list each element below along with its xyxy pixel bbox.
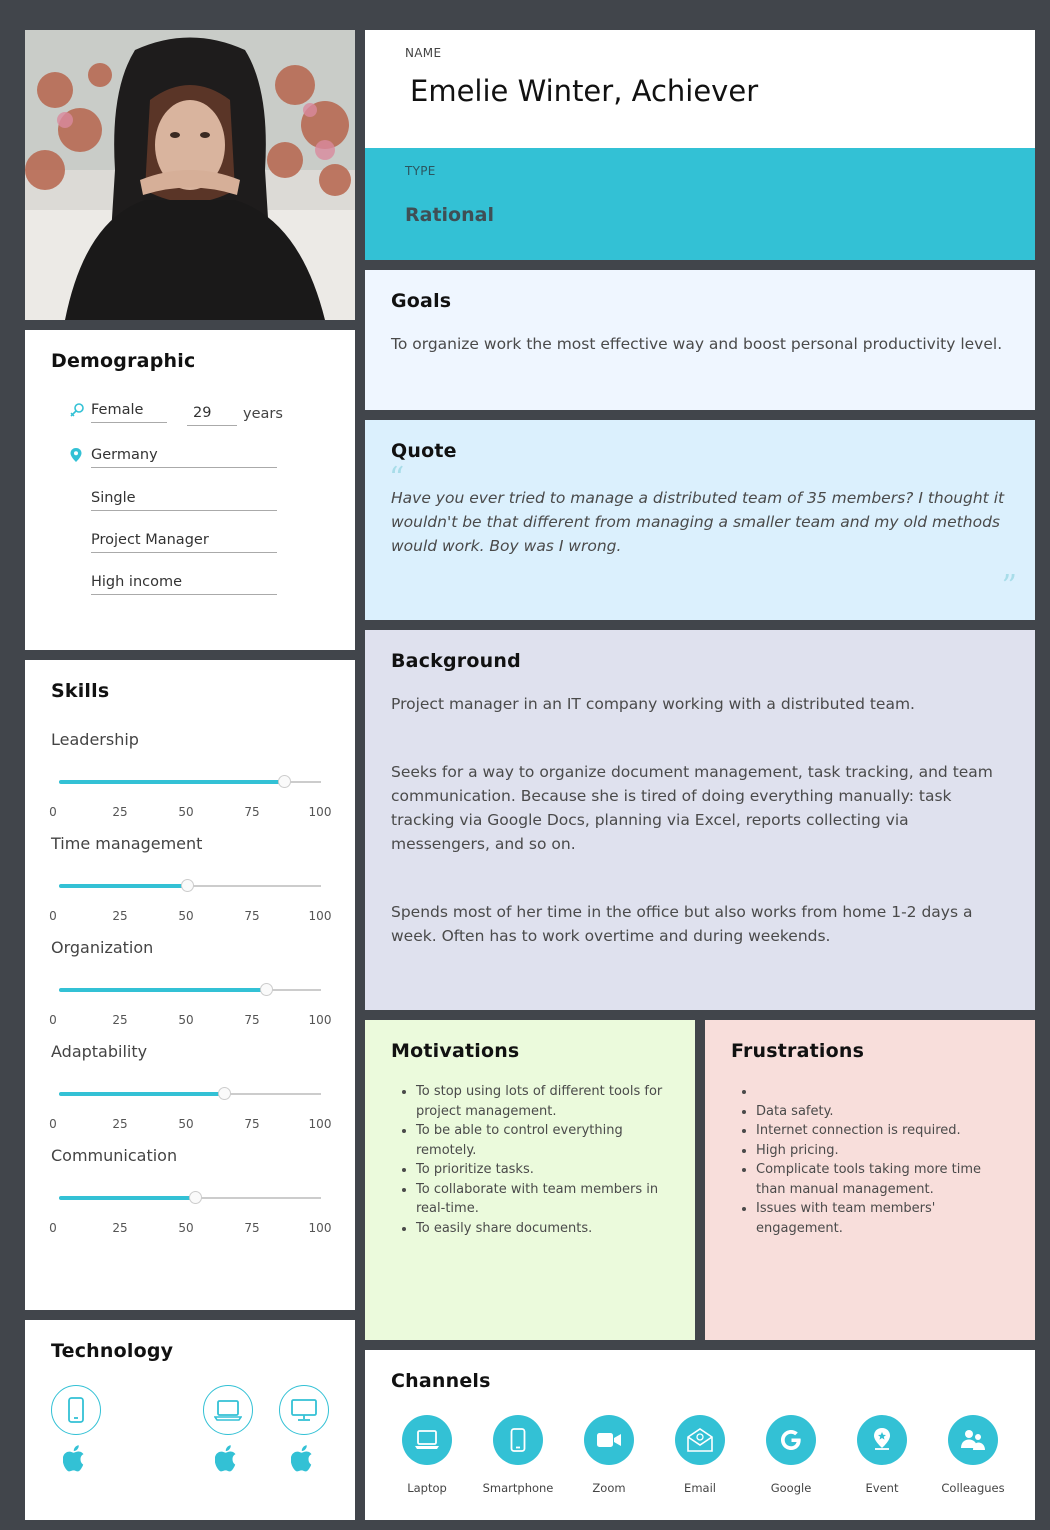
channel-smartphone[interactable] xyxy=(473,1415,563,1495)
location-field[interactable]: Germany xyxy=(91,447,277,468)
background-paragraph: Spends most of her time in the office but also works from home 1-2 days a week. Often has to work overtime and during weekends. xyxy=(391,903,973,945)
scale-tick-label: 0 xyxy=(49,805,57,819)
background-panel xyxy=(365,630,1035,1010)
video-camera-icon xyxy=(584,1415,634,1465)
list-item: • To easily share documents. xyxy=(416,1219,669,1239)
channel-label: Colleagues xyxy=(941,1481,1005,1495)
skill-slider-thumb[interactable] xyxy=(189,1191,202,1204)
demographic-panel xyxy=(25,330,355,650)
skill-slider-thumb[interactable] xyxy=(181,879,194,892)
skill-slider-thumb[interactable] xyxy=(260,983,273,996)
scale-tick-label: 25 xyxy=(112,1013,128,1027)
apple-icon xyxy=(215,1443,241,1473)
google-icon xyxy=(766,1415,816,1465)
technology-title: Technology xyxy=(51,1340,174,1362)
list-item: • High pricing. xyxy=(756,1141,1009,1161)
scale-tick-label: 75 xyxy=(244,1221,260,1235)
background-paragraph: Project manager in an IT company working with a distributed team. xyxy=(391,695,915,713)
scale-tick-label: 100 xyxy=(308,1013,332,1027)
demographic-title: Demographic xyxy=(51,350,196,372)
skill-slider-fill xyxy=(59,780,284,784)
skill-row xyxy=(51,1146,335,1250)
skill-slider[interactable] xyxy=(59,885,321,887)
channels-panel xyxy=(365,1350,1035,1520)
age-unit: years xyxy=(243,406,283,422)
close-quote-icon: ” xyxy=(1001,569,1017,604)
skill-row xyxy=(51,834,335,938)
scale-tick-label: 100 xyxy=(308,909,332,923)
skills-panel xyxy=(25,660,355,1310)
list-item: • Internet connection is required. xyxy=(756,1121,1009,1141)
skill-name: Leadership xyxy=(51,730,139,749)
laptop-icon xyxy=(402,1415,452,1465)
scale-tick-label: 100 xyxy=(308,1117,332,1131)
quote-title: Quote xyxy=(391,440,457,462)
skill-name: Time management xyxy=(51,834,203,853)
skill-slider-thumb[interactable] xyxy=(278,775,291,788)
channel-label: Smartphone xyxy=(482,1481,554,1495)
scale-tick-label: 100 xyxy=(308,805,332,819)
gender-field[interactable]: Female xyxy=(91,402,167,423)
channel-label: Event xyxy=(865,1481,899,1495)
channels-title: Channels xyxy=(391,1370,491,1392)
scale-tick-label: 50 xyxy=(178,1117,194,1131)
scale-tick-label: 75 xyxy=(244,1117,260,1131)
skill-row xyxy=(51,938,335,1042)
marital-status-field[interactable]: Single xyxy=(91,490,277,511)
scale-tick-label: 0 xyxy=(49,1013,57,1027)
channel-event[interactable] xyxy=(837,1415,927,1495)
scale-tick-label: 25 xyxy=(112,1221,128,1235)
motivations-panel xyxy=(365,1020,695,1340)
income-field[interactable]: High income xyxy=(91,574,277,595)
channel-google[interactable] xyxy=(746,1415,836,1495)
quote-text: Have you ever tried to manage a distributed team of 35 members? I thought it wouldn't be that different from managing a smaller team and my old methods would work. Boy was I wrong. xyxy=(391,489,1005,555)
channel-label: Laptop xyxy=(407,1481,447,1495)
scale-tick-label: 50 xyxy=(178,909,194,923)
goals-title: Goals xyxy=(391,290,452,312)
skill-slider-fill xyxy=(59,1092,224,1096)
skills-title: Skills xyxy=(51,680,110,702)
desktop-icon xyxy=(279,1385,329,1435)
skill-row xyxy=(51,1042,335,1146)
skill-slider[interactable] xyxy=(59,989,321,991)
age-field[interactable]: 29 xyxy=(187,405,237,426)
scale-tick-label: 75 xyxy=(244,805,260,819)
skill-slider-fill xyxy=(59,988,266,992)
list-item: • To be able to control everything remotely. xyxy=(416,1121,669,1160)
persona-type: Rational xyxy=(405,204,494,226)
name-panel xyxy=(365,30,1035,148)
list-item: • To stop using lots of different tools for project management. xyxy=(416,1082,669,1121)
skill-slider[interactable] xyxy=(59,1093,321,1095)
scale-tick-label: 75 xyxy=(244,909,260,923)
frustrations-panel xyxy=(705,1020,1035,1340)
open-quote-icon: “ xyxy=(389,461,405,496)
channel-label: Google xyxy=(770,1481,812,1495)
motivations-title: Motivations xyxy=(391,1040,520,1062)
skill-name: Organization xyxy=(51,938,154,957)
location-pin-icon xyxy=(69,447,83,467)
frustrations-title: Frustrations xyxy=(731,1040,865,1062)
smartphone-icon xyxy=(493,1415,543,1465)
list-item: • Data safety. xyxy=(756,1102,1009,1122)
frustrations-list xyxy=(731,1082,1009,1238)
type-panel xyxy=(365,148,1035,260)
skill-row xyxy=(51,730,335,834)
channel-label: Email xyxy=(684,1481,716,1495)
scale-tick-label: 50 xyxy=(178,1013,194,1027)
persona-photo xyxy=(25,30,355,320)
channel-colleagues[interactable] xyxy=(928,1415,1018,1495)
type-label: TYPE xyxy=(405,164,436,178)
scale-tick-label: 0 xyxy=(49,909,57,923)
apple-icon xyxy=(63,1443,89,1473)
scale-tick-label: 25 xyxy=(112,1117,128,1131)
laptop-icon xyxy=(203,1385,253,1435)
scale-tick-label: 50 xyxy=(178,805,194,819)
scale-tick-label: 0 xyxy=(49,1117,57,1131)
skill-slider[interactable] xyxy=(59,1197,321,1199)
motivations-list xyxy=(391,1082,669,1238)
email-icon xyxy=(675,1415,725,1465)
skill-name: Adaptability xyxy=(51,1042,148,1061)
list-item: • Issues with team members' engagement. xyxy=(756,1199,1009,1238)
skill-slider-thumb[interactable] xyxy=(218,1087,231,1100)
goals-text: To organize work the most effective way and boost personal productivity level. xyxy=(391,335,1003,353)
smartphone-icon xyxy=(51,1385,101,1435)
occupation-field[interactable]: Project Manager xyxy=(91,532,277,553)
scale-tick-label: 25 xyxy=(112,909,128,923)
skill-slider-fill xyxy=(59,884,187,888)
colleagues-icon xyxy=(948,1415,998,1465)
scale-tick-label: 50 xyxy=(178,1221,194,1235)
channel-zoom[interactable] xyxy=(564,1415,654,1495)
list-item: • Complicate tools taking more time than manual management. xyxy=(756,1160,1009,1199)
apple-icon xyxy=(291,1443,317,1473)
list-item xyxy=(756,1082,1009,1102)
goals-panel xyxy=(365,270,1035,410)
channel-laptop[interactable] xyxy=(382,1415,472,1495)
channel-label: Zoom xyxy=(592,1481,626,1495)
quote-panel xyxy=(365,420,1035,620)
technology-panel xyxy=(25,1320,355,1520)
skill-name: Communication xyxy=(51,1146,178,1165)
name-label: NAME xyxy=(405,46,442,60)
background-paragraph: Seeks for a way to organize document management, task tracking, and team communication. Because she is tired of doing everything manually: task tracking via Google Docs, planning via Excel, reports collecting via messengers, and so on. xyxy=(391,763,993,853)
scale-tick-label: 100 xyxy=(308,1221,332,1235)
skill-slider-fill xyxy=(59,1196,195,1200)
persona-photo-image xyxy=(25,30,355,320)
event-pin-icon xyxy=(857,1415,907,1465)
gender-icon xyxy=(69,402,85,422)
persona-name: Emelie Winter, Achiever xyxy=(410,74,759,108)
scale-tick-label: 0 xyxy=(49,1221,57,1235)
skill-slider[interactable] xyxy=(59,781,321,783)
list-item: • To prioritize tasks. xyxy=(416,1160,669,1180)
scale-tick-label: 75 xyxy=(244,1013,260,1027)
background-title: Background xyxy=(391,650,521,672)
list-item: • To collaborate with team members in real-time. xyxy=(416,1180,669,1219)
channel-email[interactable] xyxy=(655,1415,745,1495)
scale-tick-label: 25 xyxy=(112,805,128,819)
